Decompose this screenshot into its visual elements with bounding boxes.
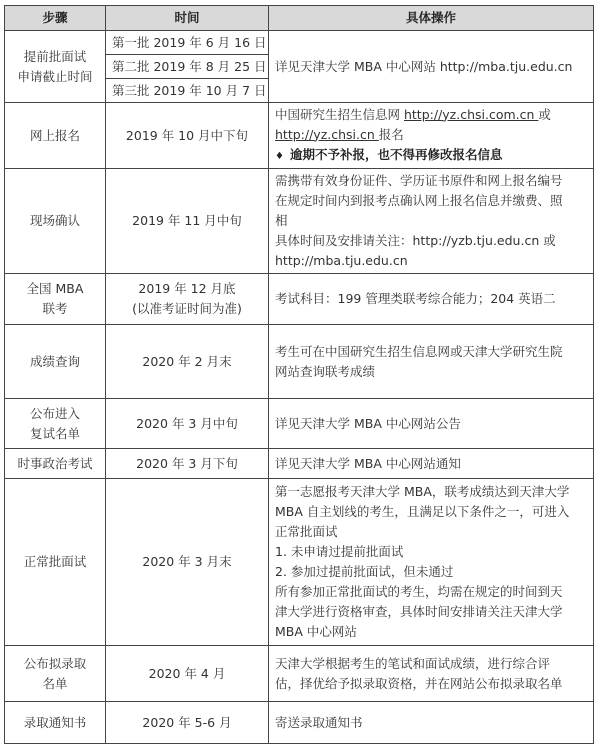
step-text: 申请截止时间 xyxy=(17,68,93,84)
table-row-retest-list xyxy=(5,399,594,449)
detail-cell xyxy=(269,169,594,274)
step-cell xyxy=(5,169,106,274)
time-cell xyxy=(106,479,269,646)
step-cell xyxy=(5,325,106,399)
time-cell xyxy=(106,399,269,449)
table-row-proposed-admission xyxy=(5,646,594,702)
detail-cell xyxy=(269,399,594,449)
detail-cell xyxy=(269,646,594,702)
detail-text: 详见天津大学 MBA 中心网站公告 xyxy=(275,415,461,431)
detail-cell xyxy=(269,31,594,103)
detail-text: 需携带有效身份证件、学历证书原件和网上报名编号 xyxy=(275,173,563,188)
step-text: 公布进入 xyxy=(29,405,80,421)
step-text: 现场确认 xyxy=(29,213,80,228)
step-text: 名单 xyxy=(42,675,68,691)
detail-text: 正常批面试 xyxy=(275,524,338,539)
detail-text: 中国研究生招生信息网 xyxy=(275,106,404,122)
detail-text: MBA 中心网站 xyxy=(275,624,357,639)
time-text: 2019 年 11 月中旬 xyxy=(132,213,242,228)
header-step: 步骤 xyxy=(5,6,106,31)
step-cell xyxy=(5,103,106,169)
step-text: 提前批面试 xyxy=(23,48,87,64)
detail-cell xyxy=(269,449,594,479)
detail-text: 天津大学根据考生的笔试和面试成绩，进行综合评 xyxy=(275,655,551,671)
time-text: 2020 年 4 月 xyxy=(148,665,226,681)
step-text: 正常批面试 xyxy=(23,554,87,569)
step-cell xyxy=(5,399,106,449)
chsi-com-link[interactable]: http://yz.chsi.com.cn xyxy=(403,106,539,122)
step-cell xyxy=(5,646,106,702)
time-cell xyxy=(106,646,269,702)
detail-text: 估，择优给予拟录取资格，并在网站公布拟录取名单 xyxy=(275,675,563,691)
time-cell xyxy=(106,449,269,479)
time-cell xyxy=(106,325,269,399)
table-row-online-registration xyxy=(5,103,594,169)
table-row-admission-letter xyxy=(5,702,594,744)
detail-text: 详见天津大学 MBA 中心网站通知 xyxy=(275,455,461,471)
detail-text: 寄送录取通知书 xyxy=(275,714,363,730)
time-text: 2020 年 3 月下旬 xyxy=(136,455,238,471)
time-batch-3: 第三批 2019 年 10 月 7 日 xyxy=(106,79,269,103)
time-text: 2019 年 12 月底 xyxy=(138,281,236,296)
table-row-score-query xyxy=(5,325,594,399)
detail-text: http://mba.tju.edu.cn xyxy=(275,253,408,268)
detail-cell xyxy=(269,702,594,744)
table-row-regular-interview xyxy=(5,479,594,646)
step-text: 录取通知书 xyxy=(23,714,87,730)
step-text: 联考 xyxy=(42,301,68,316)
step-text: 全国 MBA xyxy=(26,281,84,296)
step-text: 网上报名 xyxy=(29,127,80,143)
step-cell xyxy=(5,31,106,103)
table-row-national-exam xyxy=(5,274,594,325)
detail-text: 相 xyxy=(275,213,288,228)
detail-cell xyxy=(269,274,594,325)
detail-cell xyxy=(269,479,594,646)
table-row-onsite-confirmation xyxy=(5,169,594,274)
detail-text: 考生可在中国研究生招生信息网或天津大学研究生院 xyxy=(275,343,563,359)
deadline-notice: 逾期不予补报，也不得再修改报名信息 xyxy=(289,146,503,162)
time-text: 2020 年 2 月末 xyxy=(142,353,232,369)
detail-text: 或 xyxy=(538,106,551,122)
step-cell xyxy=(5,449,106,479)
step-text: 复试名单 xyxy=(29,425,80,441)
detail-text: 第一志愿报考天津大学 MBA，联考成绩达到天津大学 xyxy=(275,484,570,499)
time-cell xyxy=(106,702,269,744)
time-cell xyxy=(106,103,269,169)
time-batch-2: 第二批 2019 年 8 月 25 日 xyxy=(106,55,269,79)
admission-schedule-table xyxy=(4,5,594,744)
time-batch-1: 第一批 2019 年 6 月 16 日 xyxy=(106,31,269,55)
detail-cell xyxy=(269,103,594,169)
header-time: 时间 xyxy=(106,6,269,31)
detail-text: 具体时间及安排请关注：http://yzb.tju.edu.cn 或 xyxy=(275,233,556,248)
condition-item: 2. 参加过提前批面试，但未通过 xyxy=(275,564,454,579)
table-header-row xyxy=(5,6,594,31)
chsi-cn-link[interactable]: http://yz.chsi.cn xyxy=(275,126,379,142)
table-row-early-interview xyxy=(5,31,594,55)
header-detail: 具体操作 xyxy=(269,6,594,31)
step-cell xyxy=(5,479,106,646)
table-row-politics-exam xyxy=(5,449,594,479)
time-cell xyxy=(106,169,269,274)
step-cell xyxy=(5,274,106,325)
step-cell xyxy=(5,702,106,744)
step-text: 时事政治考试 xyxy=(17,455,93,471)
detail-text: 在规定时间内到报考点确认网上报名信息并缴费、照 xyxy=(275,193,563,208)
detail-text: 详见天津大学 MBA 中心网站 http://mba.tju.edu.cn xyxy=(275,58,573,74)
step-text: 公布拟录取 xyxy=(23,655,87,671)
detail-cell xyxy=(269,325,594,399)
time-cell xyxy=(106,274,269,325)
detail-text: 所有参加正常批面试的考生，均需在规定的时间到天 xyxy=(275,584,563,599)
time-text: 2020 年 5-6 月 xyxy=(142,714,232,730)
detail-text: 津大学进行资格审查，具体时间安排请关注天津大学 xyxy=(275,604,563,619)
detail-text: MBA 自主划线的考生，且满足以下条件之一，可进入 xyxy=(275,504,570,519)
detail-text: 考试科目：199 管理类联考综合能力；204 英语二 xyxy=(275,291,556,306)
detail-text: 报名 xyxy=(378,126,404,142)
time-text: 2020 年 3 月中旬 xyxy=(136,415,238,431)
condition-item: 1. 未申请过提前批面试 xyxy=(275,544,404,559)
step-text: 成绩查询 xyxy=(29,353,80,369)
time-text: (以准考证时间为准) xyxy=(132,301,242,316)
diamond-bullet-icon: ♦ xyxy=(275,150,284,162)
time-text: 2019 年 10 月中下旬 xyxy=(125,127,249,143)
time-text: 2020 年 3 月末 xyxy=(142,554,232,569)
detail-text: 网站查询联考成绩 xyxy=(275,363,376,379)
